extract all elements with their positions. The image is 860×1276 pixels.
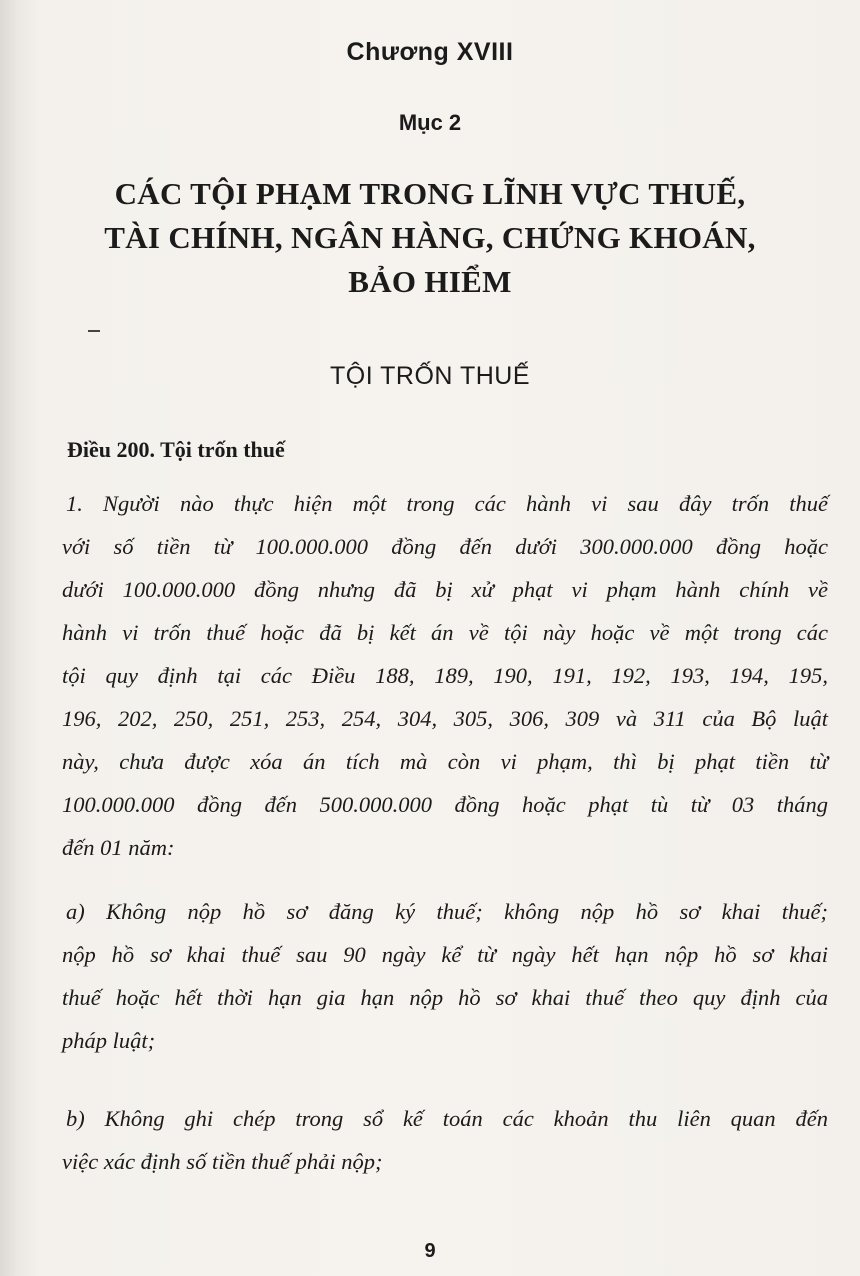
paragraph-line: pháp luật; [62,1028,156,1053]
paragraph-line: việc xác định số tiền thuế phải nộp; [62,1149,383,1174]
paragraph-line: đến 01 năm: [62,835,175,860]
paragraph-line: tội quy định tại các Điều 188, 189, 190, 191, 192, 193, 194, 195, [62,663,828,688]
paragraph-line: hành vi trốn thuế hoặc đã bị kết án về tội này hoặc về một trong các [62,620,828,645]
paragraph-line: 100.000.000 đồng đến 500.000.000 đồng hoặc phạt tù từ 03 tháng [62,792,828,817]
page-number: 9 [424,1240,436,1262]
section-title-line: BẢO HIỂM [348,264,512,299]
crime-title: TỘI TRỐN THUẾ [329,362,531,390]
section-title-line: TÀI CHÍNH, NGÂN HÀNG, CHỨNG KHOÁN, [104,220,756,255]
paragraph-line: thuế hoặc hết thời hạn gia hạn nộp hồ sơ khai thuế theo quy định của [62,985,828,1010]
paragraph-1 [62,482,828,869]
article-heading: Điều 200. Tội trốn thuế [67,437,285,462]
paragraph-a [62,890,828,1062]
paragraph-line: dưới 100.000.000 đồng nhưng đã bị xử phạt vi phạm hành chính về [62,577,828,602]
section-title-line: CÁC TỘI PHẠM TRONG LĨNH VỰC THUẾ, [114,176,746,211]
paragraph-b [62,1097,828,1183]
paragraph-line: nộp hồ sơ khai thuế sau 90 ngày kể từ ngày hết hạn nộp hồ sơ khai [62,942,828,967]
section-heading: Mục 2 [398,110,462,135]
paragraph-line: b) Không ghi chép trong sổ kế toán các khoản thu liên quan đến [66,1106,828,1131]
paragraph-line: 196, 202, 250, 251, 253, 254, 304, 305, 306, 309 và 311 của Bộ luật [62,706,828,731]
ink-mark [88,330,100,332]
paragraph-line: a) Không nộp hồ sơ đăng ký thuế; không nộp hồ sơ khai thuế; [66,899,828,924]
section-title [0,172,860,304]
paragraph-line: với số tiền từ 100.000.000 đồng đến dưới 300.000.000 đồng hoặc [62,534,828,559]
chapter-heading: Chương XVIII [346,38,514,66]
paragraph-line: 1. Người nào thực hiện một trong các hành vi sau đây trốn thuế [66,491,828,516]
paragraph-line: này, chưa được xóa án tích mà còn vi phạm, thì bị phạt tiền từ [62,749,828,774]
